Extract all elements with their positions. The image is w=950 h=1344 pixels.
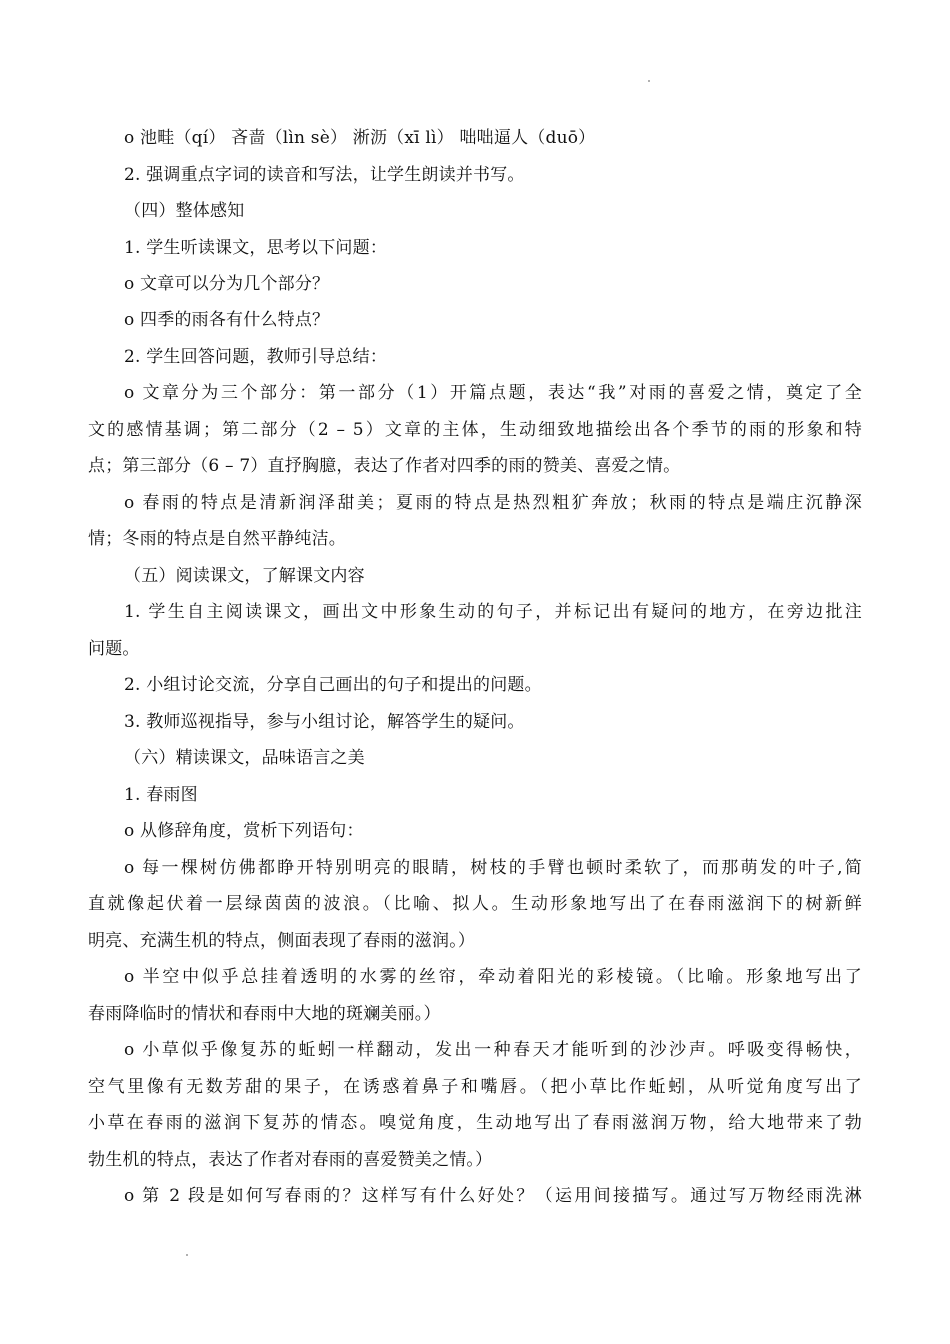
text-line: 1. 学生听读课文，思考以下问题：	[124, 238, 388, 258]
text-line: o 小草似乎像复苏的蚯蚓一样翻动，发出一种春天才能听到的沙沙声。呼吸变得畅快，	[124, 1040, 862, 1060]
scan-speck	[648, 80, 650, 82]
text-line: 3. 教师巡视指导，参与小组讨论，解答学生的疑问。	[124, 712, 525, 732]
text-line: o 第 2 段是如何写春雨的？这样写有什么好处？（运用间接描写。通过写万物经雨洗淋	[124, 1186, 862, 1206]
text-line: 明亮、充满生机的特点，侧面表现了春雨的滋润。）	[88, 931, 476, 951]
text-line: 1. 春雨图	[124, 785, 198, 805]
text-line: o 池畦（qí） 吝啬（lìn sè） 淅沥（xī lì） 咄咄逼人（duō）	[124, 128, 596, 148]
text-line: 1. 学生自主阅读课文，画出文中形象生动的句子，并标记出有疑问的地方，在旁边批注	[124, 602, 862, 622]
text-line: 春雨降临时的情状和春雨中大地的斑斓美丽。）	[88, 1004, 441, 1024]
section-heading: （六）精读课文，品味语言之美	[124, 748, 365, 768]
section-heading: （五）阅读课文，了解课文内容	[124, 566, 365, 586]
text-line: o 文章分为三个部分：第一部分（1）开篇点题，表达“我”对雨的喜爱之情，奠定了全	[124, 383, 862, 403]
text-line: 2. 学生回答问题，教师引导总结：	[124, 347, 388, 367]
text-line: 文的感情基调；第二部分（2 – 5）文章的主体，生动细致地描绘出各个季节的雨的形象和特	[88, 420, 862, 440]
text-line: 情；冬雨的特点是自然平静纯洁。	[88, 529, 346, 549]
section-heading: （四）整体感知	[124, 201, 245, 221]
text-line: o 文章可以分为几个部分？	[124, 274, 330, 294]
text-line: o 四季的雨各有什么特点？	[124, 310, 330, 330]
text-line: 2. 小组讨论交流，分享自己画出的句子和提出的问题。	[124, 675, 542, 695]
text-line: o 每一棵树仿佛都睁开特别明亮的眼睛，树枝的手臂也顿时柔软了，而那萌发的叶子,简	[124, 858, 862, 878]
text-line: 空气里像有无数芳甜的果子，在诱惑着鼻子和嘴唇。（把小草比作蚯蚓，从听觉角度写出了	[88, 1077, 862, 1097]
text-line: o 半空中似乎总挂着透明的水雾的丝帘，牵动着阳光的彩棱镜。（比喻。形象地写出了	[124, 967, 862, 987]
text-line: 2. 强调重点字词的读音和写法，让学生朗读并书写。	[124, 165, 525, 185]
text-line: 小草在春雨的滋润下复苏的情态。嗅觉角度，生动地写出了春雨滋润万物，给大地带来了勃	[88, 1113, 862, 1133]
text-line: 点；第三部分（6 – 7）直抒胸臆，表达了作者对四季的雨的赞美、喜爱之情。	[88, 456, 681, 476]
text-line: 勃生机的特点，表达了作者对春雨的喜爱赞美之情。）	[88, 1150, 493, 1170]
text-line: 问题。	[88, 639, 140, 659]
scan-speck	[186, 1254, 188, 1256]
text-line: o 春雨的特点是清新润泽甜美；夏雨的特点是热烈粗犷奔放；秋雨的特点是端庄沉静深	[124, 493, 862, 513]
text-line: 直就像起伏着一层绿茵茵的波浪。（比喻、拟人。生动形象地写出了在春雨滋润下的树新鲜	[88, 894, 862, 914]
text-line: o 从修辞角度，赏析下列语句：	[124, 821, 364, 841]
